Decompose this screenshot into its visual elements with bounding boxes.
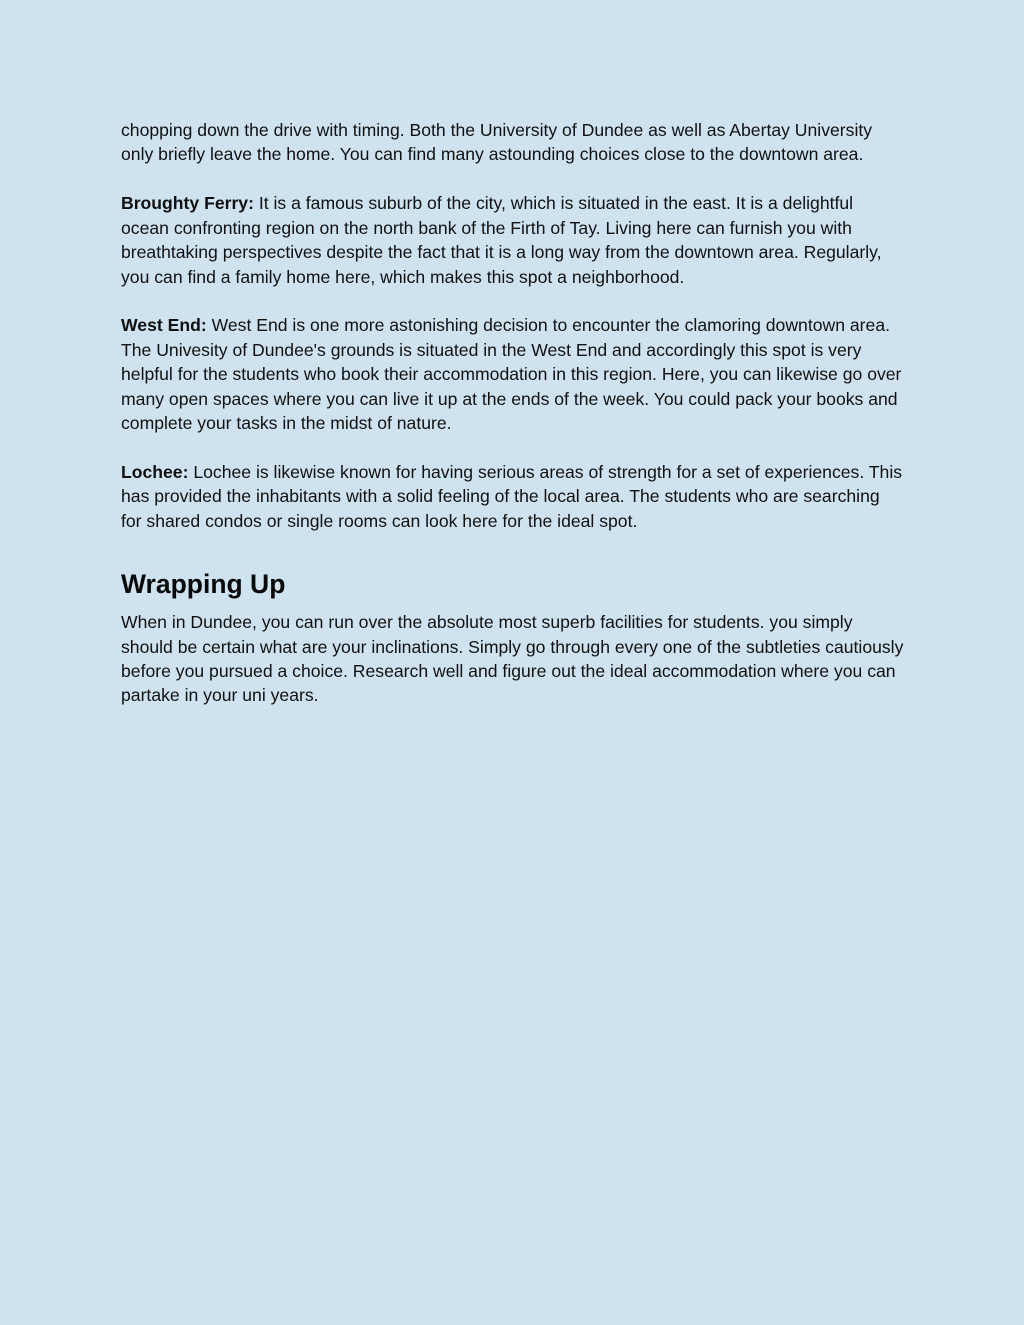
area-paragraph-west-end <box>121 313 904 435</box>
area-paragraph-lochee <box>121 460 904 533</box>
area-paragraph-broughty-ferry <box>121 191 904 289</box>
intro-paragraph: chopping down the drive with timing. Both the University of Dundee as well as Abertay University only briefly leave the home. You can find many astounding choices close to the downtown area. <box>121 120 873 165</box>
area-name-west-end: West End: <box>121 315 207 336</box>
area-name-broughty-ferry: Broughty Ferry: <box>121 193 254 214</box>
area-text-lochee: Lochee is likewise known for having serious areas of strength for a set of experiences. This has provided the inhabitants with a solid feeling of the local area. The students who are searching for shared condos or single rooms can look here for the ideal spot. <box>121 461 903 531</box>
wrap-up-heading: Wrapping Up <box>121 569 286 600</box>
area-name-lochee: Lochee: <box>121 461 189 482</box>
area-text-west-end: West End is one more astonishing decision to encounter the clamoring downtown area. The Univesity of Dundee's grounds is situated in the West End and accordingly this spot is very helpful for the students who book their accommodation in this region. Here, you can likewise go over many open spaces where you can live it up at the ends of the week. You could pack your books and complete your tasks in the midst of nature. <box>121 315 902 434</box>
wrap-up-paragraph: When in Dundee, you can run over the absolute most superb facilities for students. you simply should be certain what are your inclinations. Simply go through every one of the subtleties cautiously before you pursued a choice. Research well and figure out the ideal accommodation where you can partake in your uni years. <box>121 612 904 706</box>
area-text-broughty-ferry: It is a famous suburb of the city, which is situated in the east. It is a delightful ocean confronting region on the north bank of the Firth of Tay. Living here can furnish you with breathtaking perspectives despite the fact that it is a long way from the downtown area. Regularly, you can find a family home here, which makes this spot a neighborhood. <box>121 193 882 287</box>
